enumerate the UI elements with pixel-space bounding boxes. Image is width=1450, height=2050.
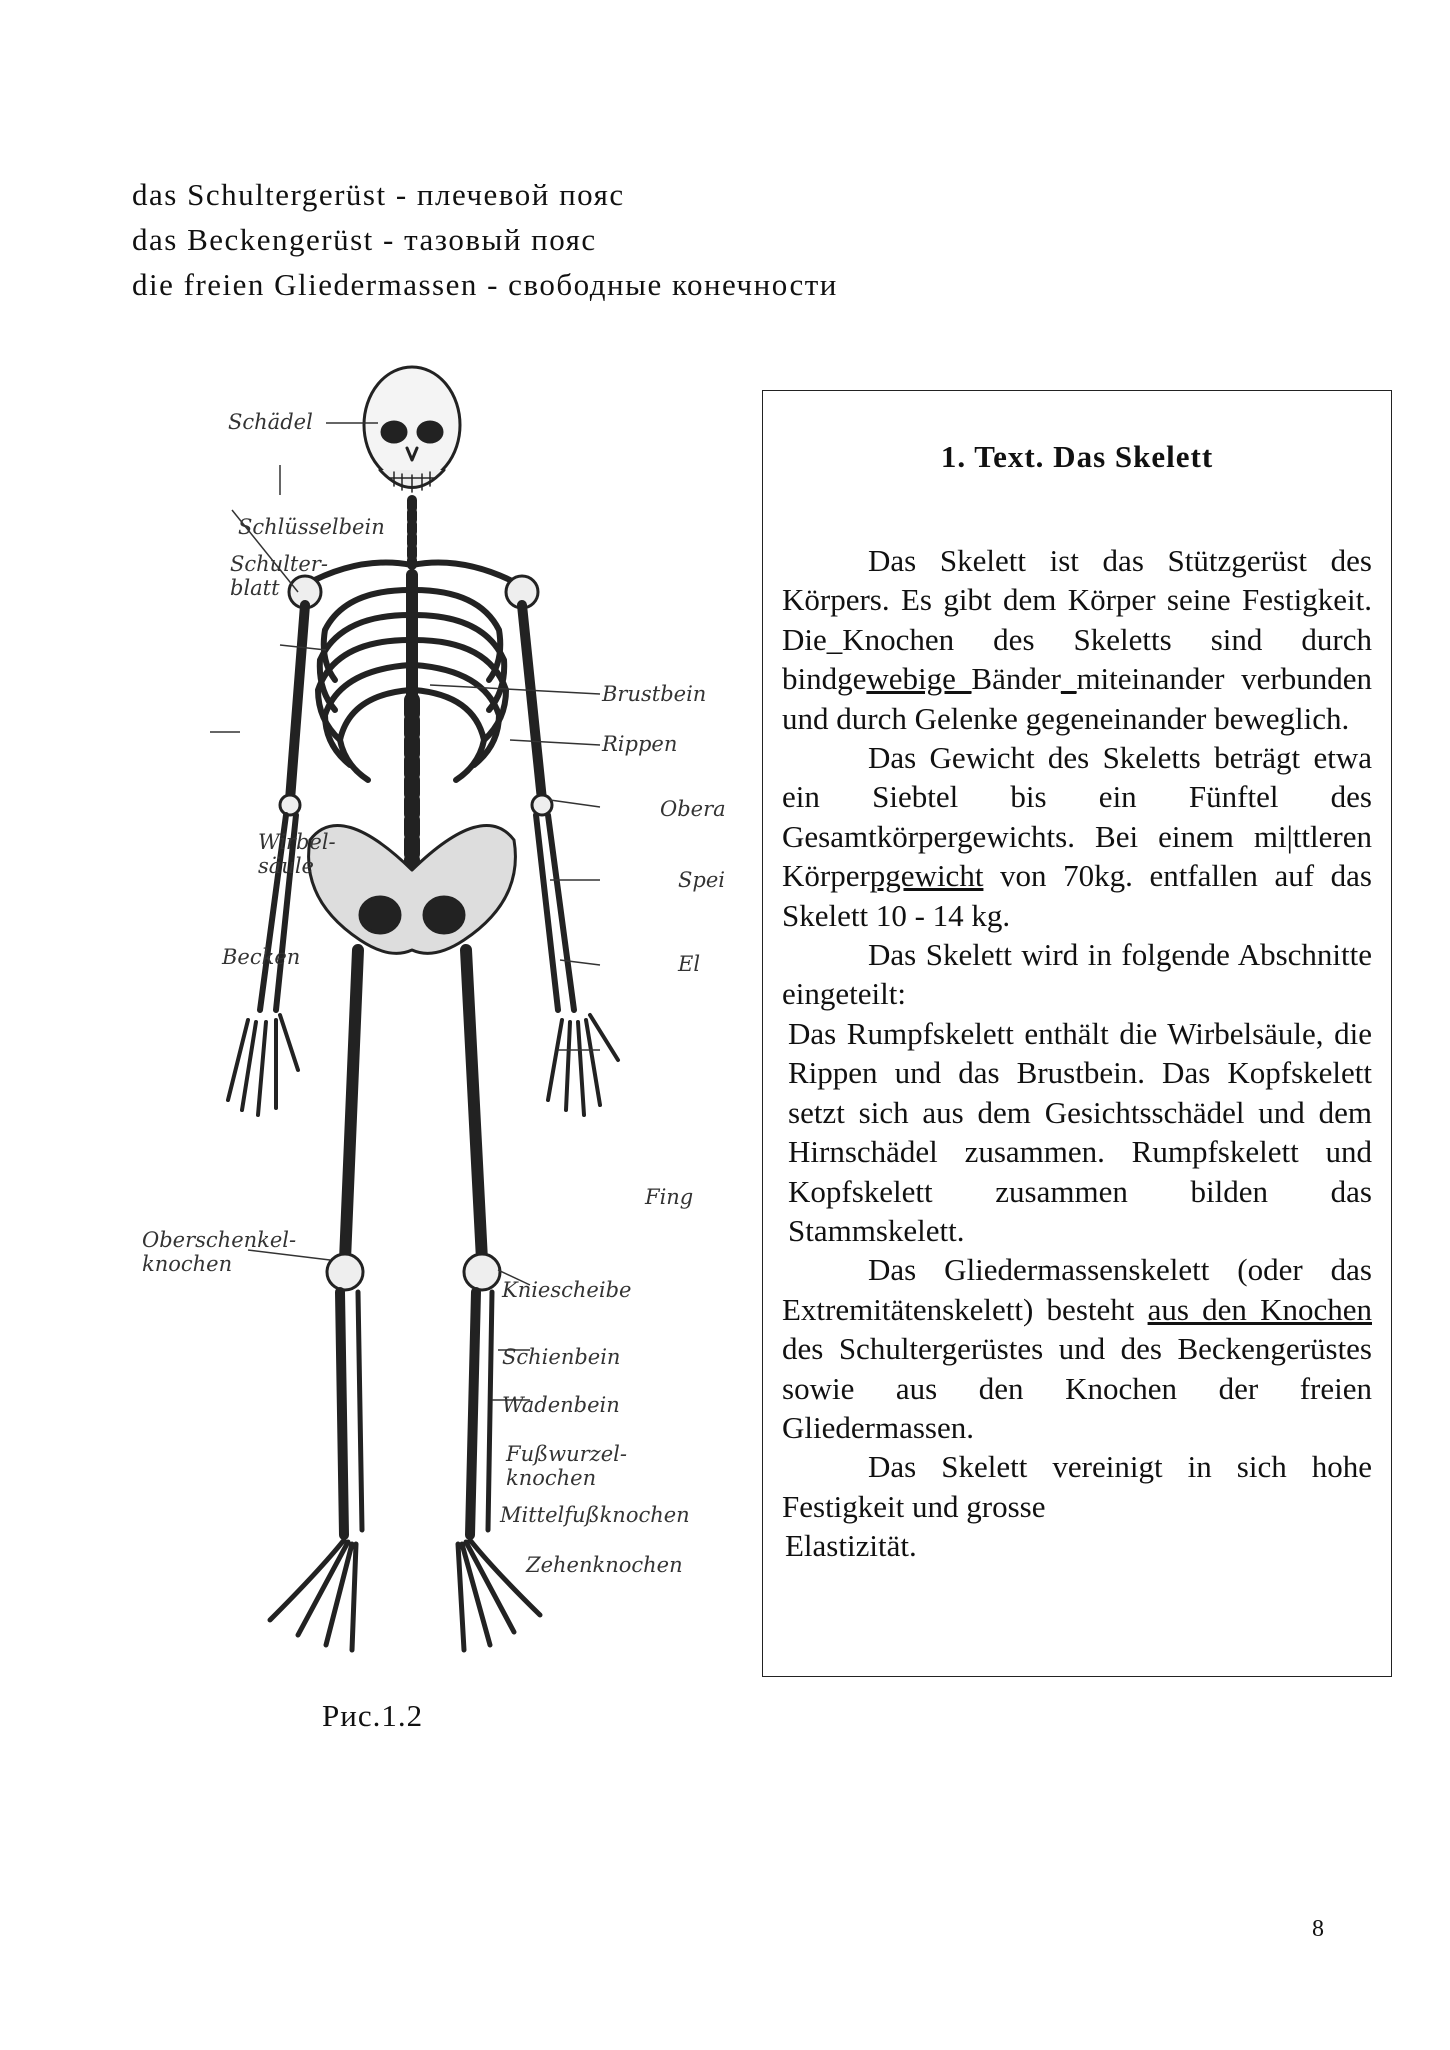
glossary-line: das Schultergerüst - плечевой пояс (132, 177, 625, 212)
label-oberschenkel-1: Oberschenkel- (142, 1228, 297, 1252)
glossary-line: die freien Gliedermassen - свободные конечности (132, 267, 838, 302)
label-speiche: Spei (678, 868, 725, 892)
paragraph-3: Das Skelett wird in folgende Abschnitte eingeteilt: (782, 937, 1372, 1012)
paragraph-6: Das Skelett vereinigt in sich hohe Festigkeit und grosse (782, 1449, 1372, 1524)
skeleton-illustration (130, 360, 720, 1670)
label-schaedel: Schädel (228, 410, 313, 434)
label-elle: El (678, 952, 701, 976)
label-schienbein: Schienbein (502, 1345, 621, 1369)
label-kniescheibe: Kniescheibe (502, 1278, 632, 1302)
label-schluesselbein: Schlüsselbein (238, 515, 385, 539)
paragraph-2: Das Gewicht des Skeletts beträgt etwa ein Siebtel bis ein Fünftel des Gesamtkörpergewichts. Bei einem mi|ttleren Körperpgewicht von 70kg. entfallen auf das Skelett 10 - 14 kg. (782, 740, 1372, 933)
label-oberschenkel-2: knochen (142, 1252, 233, 1276)
label-oberarm: Obera (660, 797, 726, 821)
text-box (762, 390, 1392, 1677)
label-schulterblatt-2: blatt (230, 576, 280, 600)
label-schulterblatt-1: Schulter- (230, 552, 328, 576)
label-mittelfuss: Mittelfußknochen (500, 1503, 690, 1527)
paragraph-5: Das Gliedermassenskelett (oder das Extremitätenskelett) besteht aus den Knochen des Schultergerüstes und des Beckengerüstes sowie aus den Knochen der freien Gliedermassen. (782, 1252, 1372, 1445)
paragraph-4: Das Rumpfskelett enthält die Wirbelsäule, die Rippen und das Brustbein. Das Kopfskelett setzt sich aus dem Gesichtsschädel und dem Hirnschädel zusammen. Rumpfskelett und Kopfskelett zusammen bilden das Stammskelett. (788, 1015, 1372, 1248)
label-finger: Fing (645, 1185, 694, 1209)
label-wirbelsaeule-2: säule (258, 854, 314, 878)
glossary-line: das Beckengerüst - тазовый пояс (132, 222, 597, 257)
label-rippen: Rippen (602, 732, 678, 756)
label-wirbelsaeule-1: Wirbel- (258, 830, 336, 854)
page-number: 8 (1312, 1916, 1324, 1942)
text-body (782, 541, 1372, 1566)
paragraph-7: Elastizität. (785, 1528, 917, 1564)
label-wadenbein: Wadenbein (502, 1393, 620, 1417)
label-zehenknochen: Zehenknochen (526, 1553, 683, 1577)
label-fusswurzel-2: knochen (506, 1466, 597, 1490)
skeleton-figure (130, 360, 726, 1670)
text-title: 1. Text. Das Skelett (940, 439, 1214, 474)
label-brustbein: Brustbein (602, 682, 707, 706)
paragraph-1: Das Skelett ist das Stützgerüst des Körpers. Es gibt dem Körper seine Festigkeit. Die_Knochen des Skeletts sind durch bindgewebige_Bänder_miteinander verbunden und durch Gelenke gegeneinander beweglich. (782, 543, 1372, 736)
figure-caption: Рис.1.2 (322, 1698, 424, 1733)
glossary (132, 172, 838, 307)
label-fusswurzel-1: Fußwurzel- (506, 1442, 627, 1466)
label-becken: Becken (222, 945, 301, 969)
